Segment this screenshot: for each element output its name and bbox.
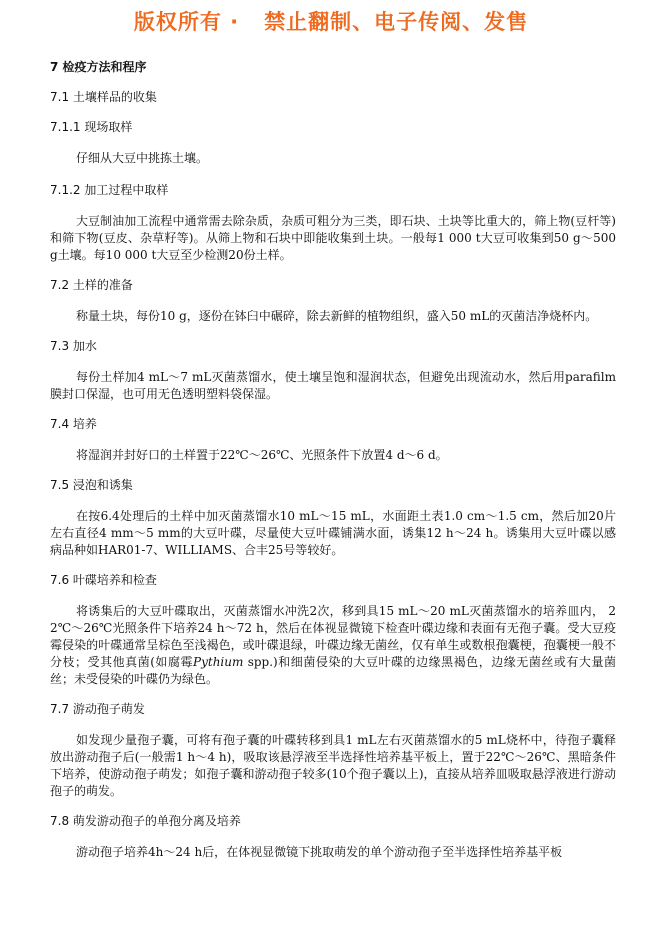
heading-7-4: 7.4 培养 [50, 417, 97, 431]
paragraph-7-6 [50, 603, 616, 688]
document-body [50, 58, 616, 861]
paragraph-7-1-1: 仔细从大豆中挑拣土壤。 [76, 151, 209, 165]
heading-7-8: 7.8 萌发游动孢子的单孢分离及培养 [50, 814, 241, 828]
heading-7-1-2: 7.1.2 加工过程中取样 [50, 183, 169, 197]
paragraph-7-2: 称量土块，每份10 g，逐份在钵臼中碾碎，除去新鲜的植物组织，盛入50 mL的灭菌洁净烧杯内。 [76, 309, 598, 323]
paragraph-7-6-part-a: 将诱集后的大豆叶碟取出，灭菌蒸馏水冲洗2次，移到具15 mL～20 mL灭菌蒸馏水的培养皿内， 22℃～26℃光照条件下培养24 h～72 h，然后在体视显微镜下检查叶碟边缘和表面有无孢子囊。受大豆疫霉侵染的叶碟通常呈棕色至浅褐色，或叶碟退绿，叶碟边缘无菌丝，仅有单生或数根孢囊梗，孢囊梗一般不分枝；受其他真菌(如腐霉 [50, 604, 616, 669]
paragraph-7-8: 游动孢子培养4h～24 h后，在体视显微镜下挑取萌发的单个游动孢子至半选择性培养基平板 [76, 845, 563, 859]
heading-7-7: 7.7 游动孢子萌发 [50, 702, 145, 716]
heading-7-1: 7.1 土壤样品的收集 [50, 90, 157, 104]
heading-7-3: 7.3 加水 [50, 339, 97, 353]
paragraph-7-7: 如发现少量孢子囊，可将有孢子囊的叶碟转移到具1 mL左右灭菌蒸馏水的5 mL烧杯中，待孢子囊释放出游动孢子后(一般需1 h～4 h)，吸取该悬浮液至半选择性培养基平板上，置于22℃～26℃、黑暗条件下培养，使游动孢子萌发；如孢子囊和游动孢子较多(10个孢子囊以上)，直接从培养皿吸取悬浮液进行游动孢子的萌发。 [50, 733, 616, 798]
heading-7-6: 7.6 叶碟培养和检查 [50, 573, 157, 587]
heading-7-1-1: 7.1.1 现场取样 [50, 120, 133, 134]
paragraph-7-3: 每份土样加4 mL～7 mL灭菌蒸馏水，使土壤呈饱和湿润状态，但避免出现流动水，然后用parafilm膜封口保湿，也可用无色透明塑料袋保湿。 [50, 370, 616, 401]
paragraph-7-5: 在按6.4处理后的土样中加灭菌蒸馏水10 mL～15 mL，水面距土表1.0 cm～1.5 cm，然后加20片左右直径4 mm～5 mm的大豆叶碟，尽量使大豆叶碟铺满水面，诱集12 h～24 h。诱集用大豆叶碟以感病品种如HAR01-7、WILLIAMS、合丰25号等较好。 [50, 509, 616, 557]
heading-7-5: 7.5 浸泡和诱集 [50, 478, 133, 492]
paragraph-7-4: 将湿润并封好口的土样置于22℃～26℃、光照条件下放置4 d～6 d。 [76, 448, 448, 462]
section-heading-7: 7 检疫方法和程序 [50, 60, 147, 74]
pathogen-genus: Pythium [193, 655, 244, 669]
paragraph-7-6-part-b: spp.)和细菌侵染的大豆叶碟的边缘黑褐色，边缘无菌丝或有大量菌丝；未受侵染的叶碟仍为绿色。 [50, 655, 616, 686]
heading-7-2: 7.2 土样的准备 [50, 278, 133, 292]
paragraph-7-1-2: 大豆制油加工流程中通常需去除杂质，杂质可粗分为三类，即石块、土块等比重大的，筛上物(豆杆等)和筛下物(豆皮、杂草籽等)。从筛上物和石块中即能收集到土块。一般每1 000 t大豆可收集到50 g～500 g土壤。每10 000 t大豆至少检测20份土样。 [50, 214, 616, 262]
copyright-banner: 版权所有 · 禁止翻制、电子传阅、发售 [133, 10, 529, 34]
